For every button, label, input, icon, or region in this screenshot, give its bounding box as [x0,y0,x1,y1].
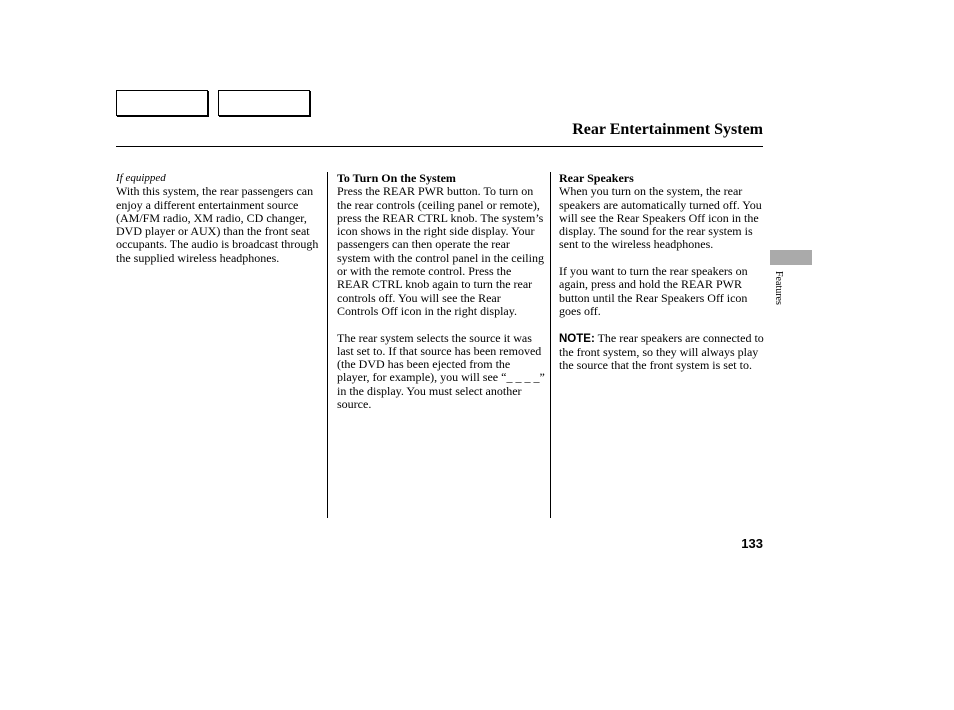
section-heading-turn-on: To Turn On the System [337,171,456,185]
column-intro [116,172,321,265]
availability-note: If equipped [116,172,166,184]
title-divider [116,146,763,147]
intro-paragraph: With this system, the rear passengers can enjoy a different entertainment source (AM/FM radio, XM radio, CD changer, DVD player or AUX) than the front seat occupants. The audio is broadcast through the supplied wireless headphones. [116,184,319,265]
note-label: NOTE: [559,332,595,345]
column-divider [327,172,328,518]
page-title: Rear Entertainment System [572,121,763,138]
column-divider [550,172,551,518]
section-label: Features [773,271,784,305]
note-paragraph [559,332,764,373]
turn-on-paragraph-2: The rear system selects the source it was last set to. If that source has been removed (the DVD has been ejected from the player, for example), you will see “_ _ _ _” in the display. You must select another source. [337,330,545,412]
note-text: The rear speakers are connected to the front system, so they will always play the source that the front system is set to. [559,330,764,373]
column-turn-on [337,172,545,411]
rear-speakers-paragraph-2: If you want to turn the rear speakers on again, press and hold the REAR PWR button until the Rear Speakers Off icon goes off. [559,264,748,318]
section-tab[interactable] [770,250,812,265]
nav-button-contents[interactable] [116,90,208,116]
turn-on-paragraph-1: Press the REAR PWR button. To turn on the rear controls (ceiling panel or remote), press the REAR CTRL knob. The system’s icon shows in the right side display. Your passengers can then operate the rear system with the control panel in the ceiling or with the remote control. Press the REAR CTRL knob again to turn the rear controls off. You will see the Rear Controls Off icon in the right display. [337,184,544,318]
rear-speakers-paragraph-1: When you turn on the system, the rear speakers are automatically turned off. You will see the Rear Speakers Off icon in the display. The sound for the rear system is sent to the wireless headphones. [559,184,762,252]
section-heading-rear-speakers: Rear Speakers [559,171,634,185]
page-number: 133 [741,536,763,551]
nav-button-index[interactable] [218,90,310,116]
column-rear-speakers [559,172,764,372]
